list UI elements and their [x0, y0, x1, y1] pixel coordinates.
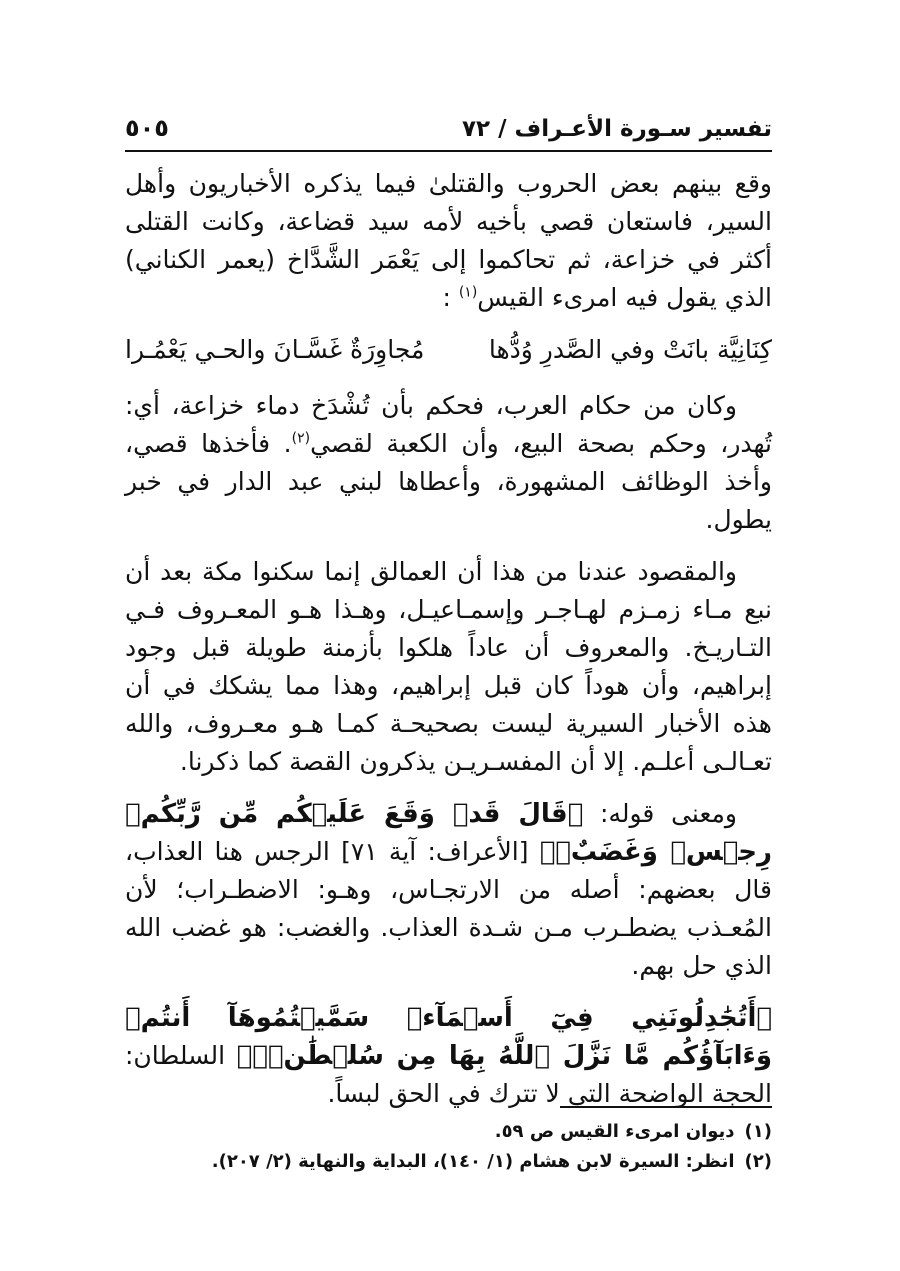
paragraph-2 [125, 387, 772, 539]
paragraph-4-text: [الأعراف: آية ٧١] الرجس هنا العذاب، قال بعضهم: أصله من الارتجـاس، وهـو: الاضطـراب؛ لأن المُعـذب يضطـرب مـن شـدة العذاب. والغضب: هو غضب الله الذي حل بهم. [125, 837, 772, 980]
footnote-2-text: انظر: السيرة لابن هشام (١/ ١٤٠)، البداية والنهاية (٢/ ٢٠٧). [211, 1151, 735, 1172]
paragraph-1 [125, 165, 772, 317]
page-number: ٥٠٥ [125, 114, 169, 142]
main-text [125, 165, 772, 1127]
footnote-1-text: ديوان امرىء القيس ص ٥٩. [494, 1121, 735, 1142]
footnote-separator [560, 1106, 772, 1108]
footnotes [125, 1117, 772, 1177]
footnote-1-number: (١) [744, 1121, 772, 1142]
verse-first-hemistich: كِنَانِيَّة بانَتْ وفي الصَّدرِ وُدُّها [488, 335, 772, 364]
paragraph-1-text: وقع بينهم بعض الحروب والقتلىٰ فيما يذكره الأخباريون وأهل السير، فاستعان قصي بأخيه لأمه سيد قضاعة، وكانت القتلى أكثر في خزاعة، ثم تحاكموا إلى يَعْمَر الشَّدَّاخ (يعمر الكناني) الذي يقول فيه امرىء القيس [125, 169, 772, 312]
footnote-ref-2: (٢) [291, 430, 311, 447]
paragraph-5 [125, 999, 772, 1113]
verse-second-hemistich: مُجاوِرَةٌ غَسَّـانَ والحـي يَعْمُـرا [125, 335, 425, 364]
paragraph-4 [125, 795, 772, 985]
poem-verse [125, 331, 772, 369]
paragraph-4-intro: ومعنى قوله: [583, 799, 737, 828]
page-header [125, 112, 772, 142]
footnote-1 [125, 1117, 772, 1147]
running-title: تفسير سـورة الأعـراف / ٧٢ [461, 116, 772, 142]
paragraph-5-text: السلطان: الحجة الواضحة التي لا تترك في الحق لبساً. [125, 1041, 772, 1108]
paragraph-2-text: وكان من حكام العرب، فحكم بأن تُشْدَخ دماء خزاعة، أي: تُهدر، وحكم بصحة البيع، وأن الكعبة لقصي [125, 391, 772, 458]
header-rule [125, 150, 772, 152]
quran-verse-2: ﴿أَتُجَٰدِلُونَنِي فِيٓ أَسۡمَآءٖ سَمَّيۡتُمُوهَآ أَنتُمۡ وَءَابَآؤُكُم مَّا نَزَّلَ ٱللَّهُ بِهَا مِن سُلۡطَٰنٖۚ﴾ [125, 1003, 773, 1071]
paragraph-2-end: . فأخذها قصي، وأخذ الوظائف المشهورة، وأعطاها لبني عبد الدار في خبر يطول. [125, 429, 772, 534]
footnote-ref-1: (١) [458, 284, 478, 301]
paragraph-1-end: : [442, 283, 459, 312]
footnote-2-number: (٢) [744, 1151, 772, 1172]
quran-verse-1: ﴿قَالَ قَدۡ وَقَعَ عَلَيۡكُم مِّن رَّبِّكُمۡ رِجۡسٞ وَغَضَبٌۖ﴾ [125, 799, 772, 867]
paragraph-3: والمقصود عندنا من هذا أن العمالق إنما سكنوا مكة بعد أن نبع مـاء زمـزم لهـاجـر وإسمـاعيـل، وهـذا هـو المعـروف فـي التـاريـخ. والمعروف أن عاداً هلكوا بأزمنة طويلة قبل وجود إبراهيم، وأن هوداً كان قبل إبراهيم، وهذا مما يشكك في أن هذه الأخبار السيرية ليست بصحيحـة كمـا هـو معـروف، والله تعـالـى أعلـم. إلا أن المفسـريـن يذكرون القصة كما ذكرنا. [125, 557, 772, 776]
footnote-2 [125, 1147, 772, 1177]
